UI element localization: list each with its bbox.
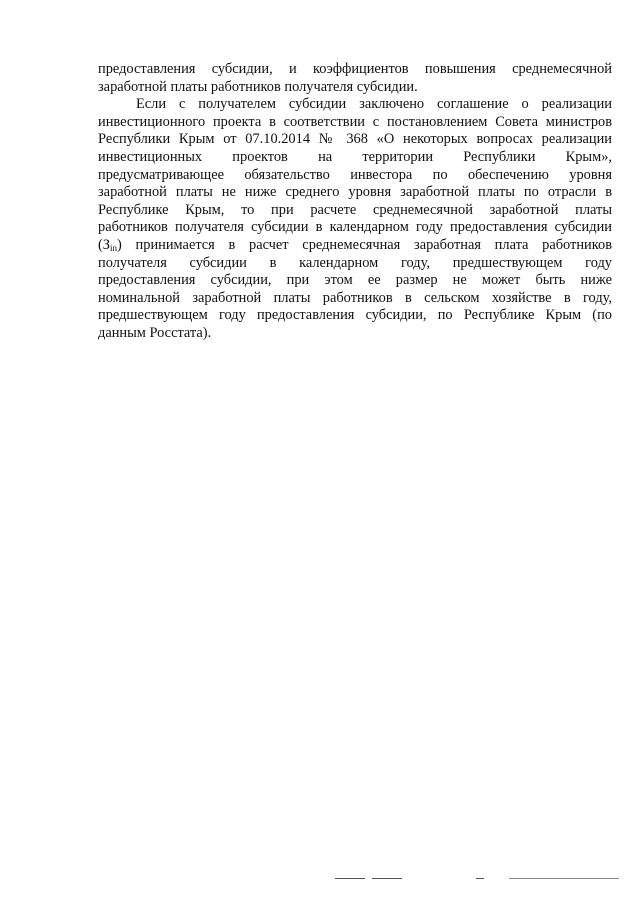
- text-line-11: [98, 237, 612, 255]
- text-line-5: Республики Крым от 07.10.2014 № 368 «О некоторых вопросах реализации: [98, 131, 612, 148]
- scan-mark: [476, 878, 484, 879]
- text-line-10: работников получателя субсидии в календарном году предоставления субсидии: [98, 219, 612, 236]
- text-line-8: заработной платы не ниже среднего уровня заработной платы по отрасли в: [98, 184, 612, 201]
- scan-mark: [335, 878, 365, 879]
- text-line-12: получателя субсидии в календарном году, предшествующем году: [98, 254, 612, 271]
- text-line-3: Если с получателем субсидии заключено соглашение о реализации: [136, 96, 612, 113]
- text-line-1: предоставления субсидии, и коэффициентов повышения среднемесячной: [98, 61, 612, 77]
- text-line-4: инвестиционного проекта в соответствии с постановлением Совета министров: [98, 113, 612, 130]
- document-body: [98, 61, 612, 343]
- text-line-2: заработной платы работников получателя субсидии.: [98, 78, 418, 95]
- text-line-6: инвестиционных проектов на территории Республики Крым»,: [98, 148, 612, 165]
- text-line-9: Республике Крым, то при расчете среднемесячной заработной платы: [98, 201, 612, 218]
- text-line-14: номинальной заработной платы работников в сельском хозяйстве в году,: [98, 289, 612, 306]
- text-line-13: предоставления субсидии, при этом ее размер не может быть ниже: [98, 272, 612, 289]
- text-line-11-rest: принимается в расчет среднемесячная заработная плата работников: [135, 236, 612, 253]
- text-line-16: данным Росстата).: [98, 324, 212, 341]
- text-line-15: предшествующем году предоставления субсидии, по Республике Крым (по: [98, 307, 612, 324]
- formula-open-paren: (: [98, 236, 103, 253]
- scan-mark: [509, 878, 619, 879]
- formula-symbol: З: [102, 236, 111, 253]
- formula-subscript: in: [110, 242, 118, 253]
- formula-close-paren: ): [117, 236, 122, 253]
- scan-mark: [372, 878, 402, 879]
- text-line-7: предусматривающее обязательство инвестора по обеспечению уровня: [98, 166, 612, 183]
